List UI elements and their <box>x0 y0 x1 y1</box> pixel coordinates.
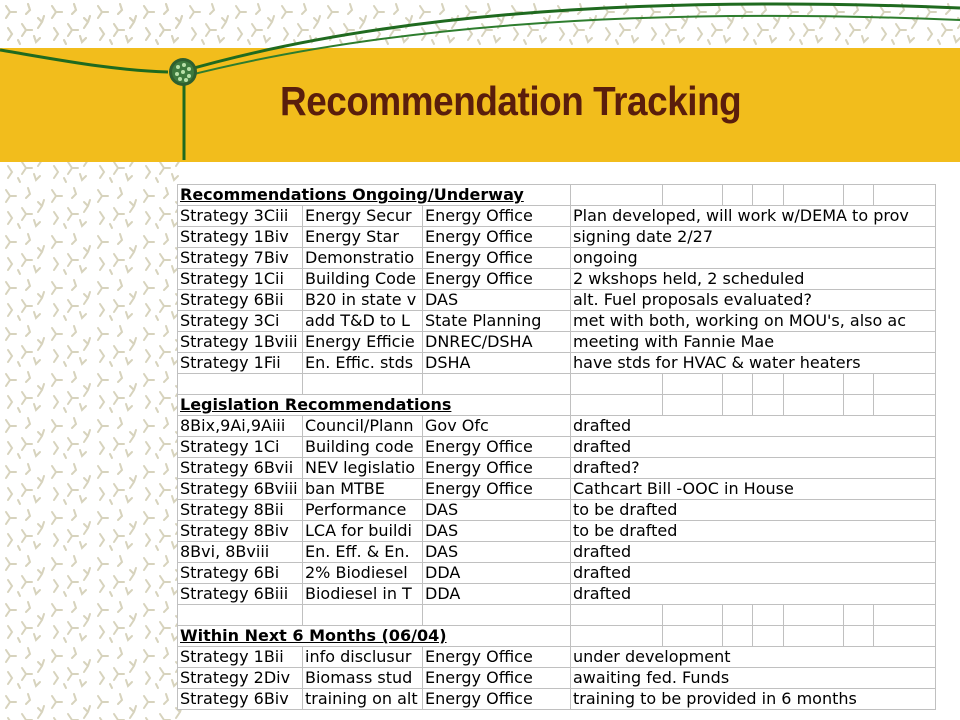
recommendation-cell: Council/Plann <box>303 416 423 437</box>
empty-cell <box>723 605 753 626</box>
empty-cell <box>753 626 784 647</box>
empty-cell <box>178 374 303 395</box>
tracking-spreadsheet <box>177 184 936 710</box>
empty-cell <box>663 395 723 416</box>
section-heading-row <box>178 185 936 206</box>
agency-cell: DDA <box>423 584 571 605</box>
slide-title: Recommendation Tracking <box>280 78 742 124</box>
strategy-id-cell: Strategy 2Div <box>178 668 303 689</box>
status-cell: met with both, working on MOU's, also ac <box>571 311 936 332</box>
empty-cell <box>723 626 753 647</box>
table-row <box>178 458 936 479</box>
empty-cell <box>844 395 874 416</box>
table-row <box>178 206 936 227</box>
status-cell: Plan developed, will work w/DEMA to prov <box>571 206 936 227</box>
empty-cell <box>874 374 936 395</box>
agency-cell: Energy Office <box>423 227 571 248</box>
agency-cell: DSHA <box>423 353 571 374</box>
section-heading-row <box>178 395 936 416</box>
status-cell: ongoing <box>571 248 936 269</box>
agency-cell: Energy Office <box>423 479 571 500</box>
agency-cell: Gov Ofc <box>423 416 571 437</box>
strategy-id-cell: 8Bix,9Ai,9Aiii <box>178 416 303 437</box>
empty-cell <box>753 395 784 416</box>
status-cell: drafted <box>571 437 936 458</box>
empty-cell <box>303 605 423 626</box>
agency-cell: DAS <box>423 290 571 311</box>
recommendation-cell: B20 in state v <box>303 290 423 311</box>
empty-cell <box>423 374 571 395</box>
section-heading-text: Recommendations Ongoing/Underway <box>180 185 524 204</box>
agency-cell: Energy Office <box>423 689 571 710</box>
empty-cell <box>784 374 844 395</box>
agency-cell: Energy Office <box>423 269 571 290</box>
status-cell: awaiting fed. Funds <box>571 668 936 689</box>
recommendation-cell: training on alt <box>303 689 423 710</box>
status-cell: drafted <box>571 563 936 584</box>
table-row <box>178 479 936 500</box>
strategy-id-cell: Strategy 1Bii <box>178 647 303 668</box>
agency-cell: Energy Office <box>423 647 571 668</box>
strategy-id-cell: Strategy 1Cii <box>178 269 303 290</box>
blank-row <box>178 374 936 395</box>
empty-cell <box>423 605 571 626</box>
status-cell: signing date 2/27 <box>571 227 936 248</box>
recommendation-cell: Performance <box>303 500 423 521</box>
empty-cell <box>571 395 663 416</box>
status-cell: to be drafted <box>571 500 936 521</box>
status-cell: meeting with Fannie Mae <box>571 332 936 353</box>
recommendation-cell: info disclusur <box>303 647 423 668</box>
agency-cell: Energy Office <box>423 206 571 227</box>
strategy-id-cell: Strategy 8Bii <box>178 500 303 521</box>
empty-cell <box>178 605 303 626</box>
empty-cell <box>844 626 874 647</box>
empty-cell <box>784 605 844 626</box>
recommendation-cell: LCA for buildi <box>303 521 423 542</box>
empty-cell <box>663 626 723 647</box>
empty-cell <box>571 374 663 395</box>
table-row <box>178 416 936 437</box>
table-row <box>178 290 936 311</box>
empty-cell <box>303 374 423 395</box>
strategy-id-cell: Strategy 7Biv <box>178 248 303 269</box>
empty-cell <box>663 185 723 206</box>
strategy-id-cell: Strategy 1Biv <box>178 227 303 248</box>
table-row <box>178 311 936 332</box>
empty-cell <box>723 374 753 395</box>
agency-cell: Energy Office <box>423 668 571 689</box>
blank-row <box>178 605 936 626</box>
table-row <box>178 563 936 584</box>
agency-cell: Energy Office <box>423 458 571 479</box>
orb-icon <box>169 58 197 86</box>
recommendation-cell: En. Eff. & En. <box>303 542 423 563</box>
table-row <box>178 521 936 542</box>
strategy-id-cell: Strategy 8Biv <box>178 521 303 542</box>
recommendation-cell: NEV legislatio <box>303 458 423 479</box>
empty-cell <box>753 605 784 626</box>
empty-cell <box>844 185 874 206</box>
agency-cell: DNREC/DSHA <box>423 332 571 353</box>
empty-cell <box>784 185 844 206</box>
status-cell: 2 wkshops held, 2 scheduled <box>571 269 936 290</box>
agency-cell: DAS <box>423 521 571 542</box>
agency-cell: DAS <box>423 542 571 563</box>
empty-cell <box>784 395 844 416</box>
table-row <box>178 269 936 290</box>
table-row <box>178 584 936 605</box>
recommendation-cell: add T&D to L <box>303 311 423 332</box>
empty-cell <box>874 626 936 647</box>
recommendation-cell: Energy Secur <box>303 206 423 227</box>
empty-cell <box>874 185 936 206</box>
table-row <box>178 689 936 710</box>
recommendation-cell: En. Effic. stds <box>303 353 423 374</box>
agency-cell: DAS <box>423 500 571 521</box>
section-heading-text: Within Next 6 Months (06/04) <box>180 626 447 645</box>
table-row <box>178 227 936 248</box>
empty-cell <box>723 185 753 206</box>
strategy-id-cell: Strategy 1Ci <box>178 437 303 458</box>
strategy-id-cell: Strategy 1Bviii <box>178 332 303 353</box>
empty-cell <box>663 605 723 626</box>
table-row <box>178 668 936 689</box>
section-heading <box>178 626 571 647</box>
status-cell: Cathcart Bill -OOC in House <box>571 479 936 500</box>
empty-cell <box>663 374 723 395</box>
section-heading <box>178 395 571 416</box>
agency-cell: Energy Office <box>423 248 571 269</box>
recommendation-cell: Biomass stud <box>303 668 423 689</box>
empty-cell <box>753 374 784 395</box>
status-cell: drafted <box>571 416 936 437</box>
empty-cell <box>571 605 663 626</box>
empty-cell <box>571 185 663 206</box>
strategy-id-cell: Strategy 6Biii <box>178 584 303 605</box>
empty-cell <box>571 626 663 647</box>
status-cell: drafted? <box>571 458 936 479</box>
status-cell: training to be provided in 6 months <box>571 689 936 710</box>
table-row <box>178 500 936 521</box>
agency-cell: Energy Office <box>423 437 571 458</box>
strategy-id-cell: Strategy 6Bii <box>178 290 303 311</box>
strategy-id-cell: Strategy 6Bi <box>178 563 303 584</box>
recommendation-cell: 2% Biodiesel <box>303 563 423 584</box>
section-heading <box>178 185 571 206</box>
empty-cell <box>753 185 784 206</box>
recommendation-cell: Energy Star <box>303 227 423 248</box>
table-row <box>178 332 936 353</box>
strategy-id-cell: Strategy 3Ciii <box>178 206 303 227</box>
status-cell: have stds for HVAC & water heaters <box>571 353 936 374</box>
strategy-id-cell: Strategy 6Bviii <box>178 479 303 500</box>
empty-cell <box>723 395 753 416</box>
section-heading-row <box>178 626 936 647</box>
status-cell: drafted <box>571 542 936 563</box>
strategy-id-cell: Strategy 3Ci <box>178 311 303 332</box>
table-row <box>178 437 936 458</box>
status-cell: drafted <box>571 584 936 605</box>
table-row <box>178 248 936 269</box>
recommendation-cell: Building code <box>303 437 423 458</box>
status-cell: alt. Fuel proposals evaluated? <box>571 290 936 311</box>
agency-cell: DDA <box>423 563 571 584</box>
empty-cell <box>874 395 936 416</box>
recommendation-cell: ban MTBE <box>303 479 423 500</box>
table-row <box>178 353 936 374</box>
status-cell: to be drafted <box>571 521 936 542</box>
section-heading-text: Legislation Recommendations <box>180 395 452 414</box>
table-row <box>178 647 936 668</box>
strategy-id-cell: Strategy 1Fii <box>178 353 303 374</box>
table-row <box>178 542 936 563</box>
recommendation-cell: Energy Efficie <box>303 332 423 353</box>
empty-cell <box>844 374 874 395</box>
strategy-id-cell: 8Bvi, 8Bviii <box>178 542 303 563</box>
empty-cell <box>844 605 874 626</box>
strategy-id-cell: Strategy 6Bvii <box>178 458 303 479</box>
recommendation-cell: Demonstratio <box>303 248 423 269</box>
empty-cell <box>784 626 844 647</box>
empty-cell <box>874 605 936 626</box>
recommendation-cell: Building Code <box>303 269 423 290</box>
agency-cell: State Planning <box>423 311 571 332</box>
status-cell: under development <box>571 647 936 668</box>
strategy-id-cell: Strategy 6Biv <box>178 689 303 710</box>
recommendation-cell: Biodiesel in T <box>303 584 423 605</box>
